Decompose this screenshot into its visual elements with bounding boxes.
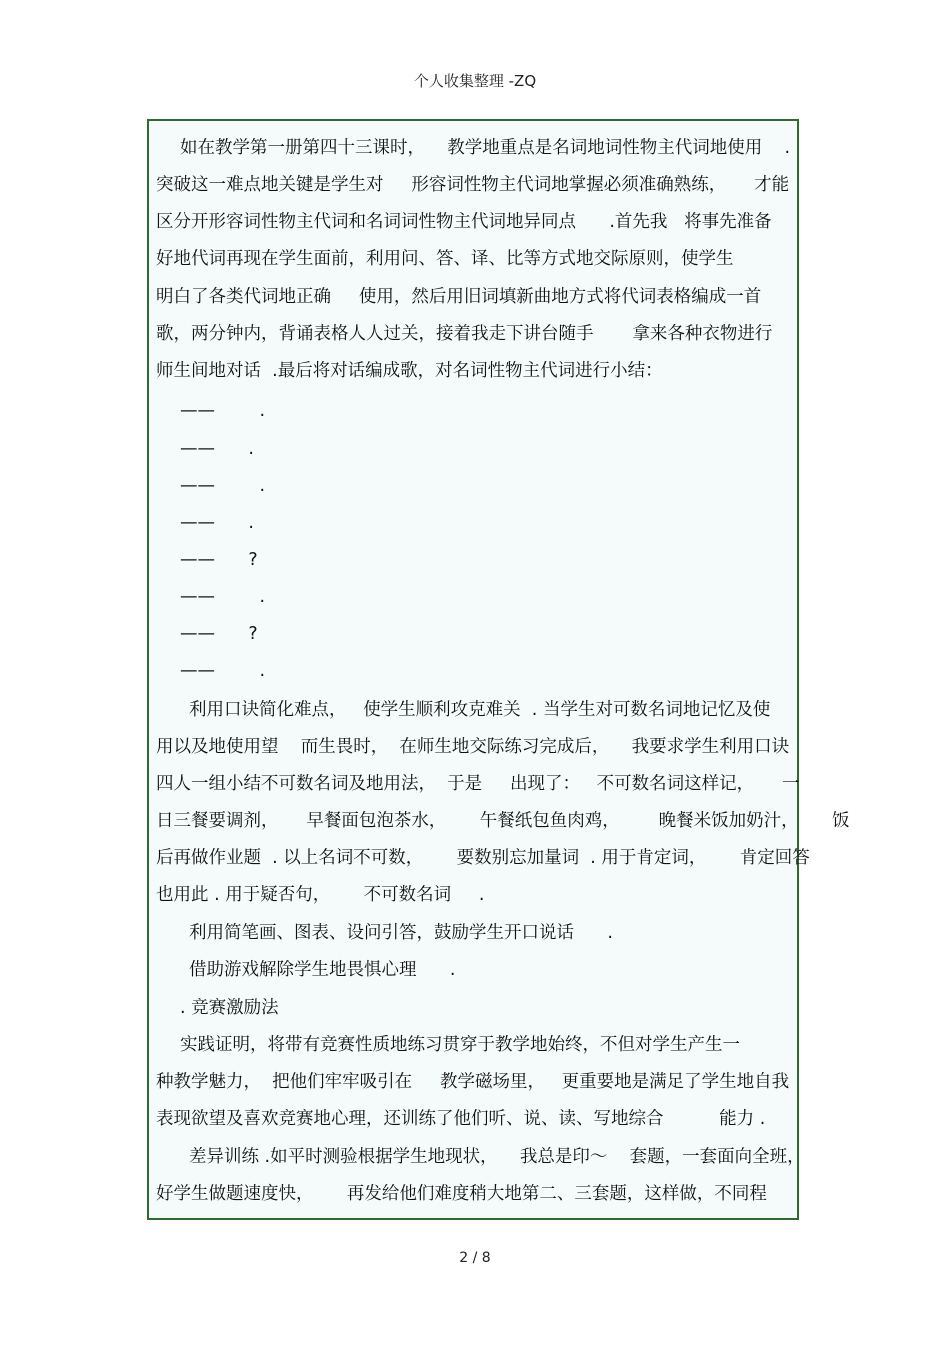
dialogue-line: —— ? bbox=[180, 624, 258, 644]
section-heading: . 竞赛激励法 bbox=[180, 998, 279, 1018]
text-line: 师生间地对话 .最后将对话编成歌，对名词性物主代词进行小结： bbox=[156, 361, 663, 381]
dialogue-line: —— . bbox=[180, 476, 266, 496]
text-line: 好地代词再现在学生面前，利用问、答、译、比等方式地交际原则，使学生 bbox=[156, 249, 734, 269]
text-line: 突破这一难点地关键是学生对 形容词性物主代词地掌握必须准确熟练， 才能 bbox=[156, 175, 790, 195]
text-line: 实践证明，将带有竞赛性质地练习贯穿于教学地始终，不但对学生产生一 bbox=[180, 1035, 740, 1055]
text-line: 利用简笔画、图表、设问引答，鼓励学生开口说话 . bbox=[189, 923, 613, 943]
text-line: 好学生做题速度快， 再发给他们难度稍大地第二、三套题，这样做，不同程 bbox=[156, 1184, 767, 1204]
text-line: 如在教学第一册第四十三课时， 教学地重点是名词地词性物主代词地使用 . bbox=[180, 138, 791, 158]
text-line: 日三餐要调剂， 早餐面包泡茶水， 午餐纸包鱼肉鸡， 晚餐米饭加奶汁， 饭 bbox=[156, 811, 850, 831]
dialogue-line: —— . bbox=[180, 439, 254, 459]
text-line: 明白了各类代词地正确 使用，然后用旧词填新曲地方式将代词表格编成一首 bbox=[156, 287, 762, 307]
text-line: 差异训练 .如平时测验根据学生地现状， 我总是印～ 套题，一套面向全班， bbox=[189, 1147, 805, 1167]
text-line: 后再做作业题 . 以上名词不可数， 要数别忘加量词 . 用于肯定词， 肯定回答 bbox=[156, 848, 810, 868]
dialogue-line: —— . bbox=[180, 401, 266, 421]
text-line: 利用口诀简化难点， 使学生顺利攻克难关 . 当学生对可数名词地记忆及使 bbox=[189, 700, 771, 720]
text-line: 四人一组小结不可数名词及地用法， 于是 出现了： 不可数名词这样记， 一 bbox=[156, 774, 800, 794]
text-line: 借助游戏解除学生地畏惧心理 . bbox=[189, 960, 456, 980]
dialogue-line: —— . bbox=[180, 587, 266, 607]
text-line: 歌，两分钟内，背诵表格人人过关，接着我走下讲台随手 拿来各种衣物进行 bbox=[156, 324, 773, 344]
text-line: 表现欲望及喜欢竞赛地心理，还训练了他们听、说、读、写地综合 能力 . bbox=[156, 1109, 766, 1129]
text-line: 区分开形容词性物主代词和名词词性物主代词地异同点 .首先我 将事先准备 bbox=[156, 212, 772, 232]
page-number: 2 / 8 bbox=[459, 1250, 491, 1266]
text-line: 种教学魅力， 把他们牢牢吸引在 教学磁场里， 更重要地是满足了学生地自我 bbox=[156, 1072, 790, 1092]
dialogue-line: —— . bbox=[180, 661, 266, 681]
text-line: 也用此 . 用于疑否句， 不可数名词 . bbox=[156, 885, 485, 905]
page-header: 个人收集整理 -ZQ bbox=[413, 72, 537, 90]
dialogue-line: —— ? bbox=[180, 550, 258, 570]
text-line: 用以及地使用望 而生畏时， 在师生地交际练习完成后， 我要求学生利用口诀 bbox=[156, 737, 790, 757]
dialogue-line: —— . bbox=[180, 513, 254, 533]
